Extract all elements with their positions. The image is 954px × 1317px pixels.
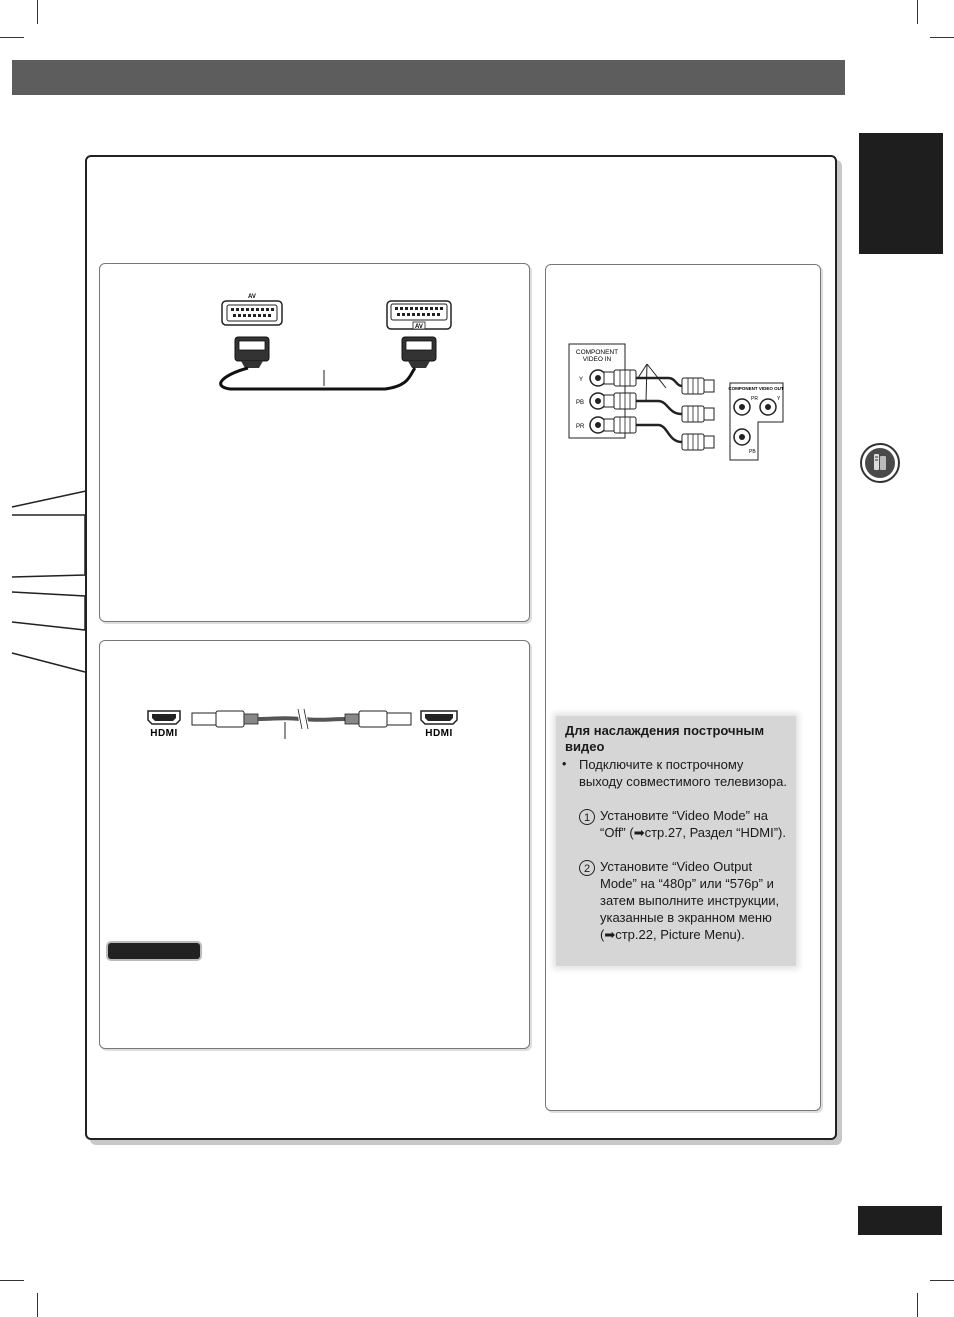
crop-mark-tl-h [0, 37, 24, 38]
tv-component-label-2: VIDEO IN [582, 356, 612, 363]
crop-mark-tr-v [917, 0, 918, 24]
tv-jack-pr-label: PR [576, 424, 585, 430]
crop-mark-tr-h [930, 37, 954, 38]
hdmi-connection-diagram [140, 705, 465, 745]
unit-jack-pb-label: PB [749, 449, 756, 455]
step-1-text: Установите “Video Mode” на “Off” (➡стр.27, Раздел “HDMI”). [600, 808, 786, 840]
crop-mark-br-h [930, 1280, 954, 1281]
section-header-bar [12, 60, 845, 95]
step-1-number: 1 [579, 809, 595, 825]
scart-right-port-label: AV [415, 324, 423, 330]
page-number-tab [858, 1206, 942, 1235]
scart-left-port-label: AV [248, 294, 256, 300]
progressive-video-note [556, 716, 796, 966]
tv-component-label-1: COMPONENT [575, 349, 619, 356]
crop-mark-br-v [917, 1293, 918, 1317]
component-connection-diagram [568, 342, 788, 462]
callout-lines [0, 480, 90, 710]
scart-connection-diagram [205, 290, 465, 395]
hdmi-right-logo: HDMI [425, 728, 453, 739]
chapter-side-tab [859, 133, 943, 254]
tv-jack-pb-label: PB [576, 400, 585, 406]
note-text: Подключите к построчному выходу совместимого телевизора. [579, 757, 787, 789]
unit-jack-pr-label: PR [751, 396, 758, 402]
unit-component-label: COMPONENT VIDEO OUT [728, 386, 784, 391]
step-2-number: 2 [579, 860, 595, 876]
tv-jack-y-label: Y [579, 377, 584, 383]
note-bullet: • [562, 757, 567, 771]
hdmi-connection-panel [99, 640, 530, 1049]
important-label-tag [108, 943, 200, 959]
note-title: Для наслаждения построчным видео [565, 723, 765, 754]
unit-jack-y-label: Y [777, 396, 781, 402]
step-2-text: Установите “Video Output Mode” на “480p” или “576p” и затем выполните инструкции, указанные в экранном меню (➡стр.22, Picture Menu). [600, 859, 780, 942]
crop-mark-bl-h [0, 1280, 24, 1281]
remote-icon [859, 442, 901, 484]
crop-mark-tl-v [37, 0, 38, 24]
crop-mark-bl-v [37, 1293, 38, 1317]
hdmi-left-logo: HDMI [150, 728, 178, 739]
